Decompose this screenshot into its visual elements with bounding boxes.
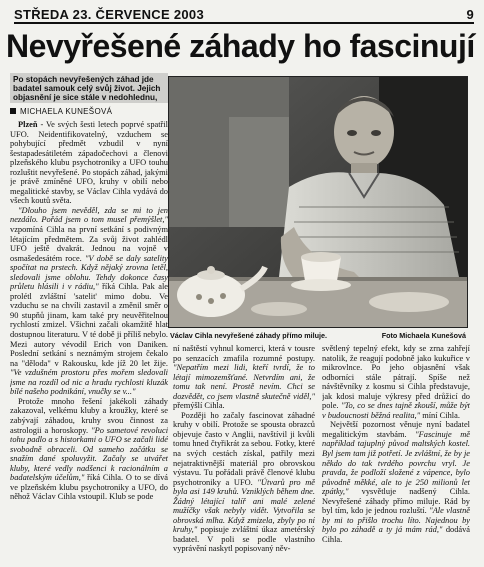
photo-man-with-teacup [169, 77, 468, 328]
paragraph: Největší pozornost věnuje nyní badatel megalitickým stavbám. "Fascinuje mě například tajuplný původ maltských kostel. Byl jsem tam již potřetí. Je zvláštní, že by je někdo do tak tvrdého povrchu vryl. Je pravda, že podloží složené z vápence, bylo původně měkké, ale to je 250 milionů let zpátky," vysvětluje nadšený Cihla. Nevyřešené záhady přímo miluje. Rád by byl tím, kdo je jednou rozluští. "Ale vlastně by mi to přišlo trochu líto. Najednou by bylo po záhadě a ty já mám rád," dodává Cihla. [322, 420, 470, 544]
photo-caption: Václav Cihla nevyřešené záhady přímo miluje. [170, 331, 327, 340]
photo-caption-row [170, 331, 466, 340]
article-headline: Nevyřešené záhady ho fascinují [6, 28, 475, 64]
paragraph: ní naštěstí vyhnul komerci, která v tousre po senzacích zmafila rozumné postupy. "Nepatřím mezi lidi, kteří tvrdí, že to létají mimozemšťané. Netvrdím ani, že tomu tak není. Prostě nevím. Chci se dozvědět, co jsem vlastně skutečně viděl," přemýšlí Cihla. [173, 344, 315, 411]
paragraph: světlený tepelný efekt, kdy se zrna zahřejí natolik, že reagují podobně jako kukuřice v mikrovlnce. Po jeho objasnění však odborníci stále pátrají. Spíše než návštěvníky z kosmu si Cihla představuje, jak kdosi maluje výkresy před drůžicí do pole. "To, co se dnes tajně zkouší, může být v budoucnosti běžná realita," míní Cihla. [322, 344, 470, 420]
byline-square-icon [10, 108, 16, 114]
dateline: Plzeň [18, 120, 38, 129]
paragraph: "Dlouho jsem nevěděl, zda se mi to jen nezdálo. Pořád jsem o tom musel přemýšlet," vzpomíná Cihla na první setkání s podivným létajícím předmětem. Za svůj život zahlédl UFO ještě dvakrát. Jednou na vojně v osmašedesátém roce. "V době se daly satelity spočítat na prstech. Když nějaký zrovna letěl, sledovali jsme oblohu. Tehdy dokonce časy průletu hlásili i v rádiu," říká Cihla. Pak ale prolétl zvláštní 'satelit' mimo dobu. Ve vzduchu se na chvíli zastavil a změnil směr o 90 stupňů jinam, kam také pry neuvěřitelnou rychlostí zmizel. Všichni začali okamžitě hlat dostupnou literaturu. V té době ji příliš nebylo. Mezi autory vévodil Erich von Daniken. Poslední setkání s neznámým strojem čekalo na "děloda" v Rakousku, kde jíž 20 let žije. "Ve vzdušném prostoru přes mořem sledovali jsme na rozdíl od nic a hradu rychlosti kluzák bílé našeho podnikání, vnučky se v..." [10, 205, 168, 397]
paragraph: Protože mnoho řešení jakékoli záhady zakazoval, velkému kluby a kroužky, které se zabývají záhadou, kruhy svou činnost za astrologii a horoskopy. "Po sametové revoluci tohu padlo a s historkami o UFO se začali lidé svobodně obraceli. Od sameho začátku se snažím dané spoluvyžit. Začaly se utvářet kluby, které vedly nadšenci k racionálním a badatelským účelům," říká Cihla. O to se dívá ve plzeňském klubu psychotroniky a UFO, do něhož Václav Cihla vstoupil. Klub se pode [10, 396, 168, 502]
issue-date: STŘEDA 23. ČERVENCE 2003 [14, 7, 204, 22]
byline [10, 107, 168, 117]
article-column-3 [322, 344, 470, 563]
article-column-1 [10, 120, 168, 563]
article-lead: Po stopách nevyřešených záhad jde badatel samouk celý svůj život. Jejich objasnění je sice stále v nedohlednu, [10, 73, 168, 103]
article-photo [168, 76, 468, 328]
author-name: MICHAELA KUNEŠOVÁ [20, 107, 113, 116]
page-header [14, 4, 474, 24]
article-column-2 [173, 344, 315, 563]
page-number: 9 [466, 7, 474, 22]
paragraph: Později ho začaly fascinovat záhadné kruhy v obilí. Protože se spousta obrazců objevuje často v Anglii, navštívil ji kvůli tomu hned čtyřikrát za sebou. Fotky, které na svých cestách získal, patřily mezi nejatraktivnější materiál pro obrovskou výstavu. Tu pořádali právě členové klubu psychotroniky a UFO. "Útvarů pro mě byla asi 149 kruhů. Vzniklých během dne. Žádný létající talíř ani malé zelené mužíčky však nebyly vidět. Vytvořila se obrovská mlha. Když zmizela, zbyly po ní kruhy," popisuje zvláštní úkaz ametérský badatel. V poli se podle vlastního vyprávění naskytl popisovaný něv- [173, 410, 315, 554]
photo-credit: Foto Michaela Kunešová [381, 331, 466, 340]
paragraph: Plzeň - Ve svých šesti letech poprvé spatřil UFO. Neidentifikovatelný, vzduchem se pohybující předmět vzbudil v nyní šestapadesátiletém západočechovi a členovi plzeňského klubu psychotroniky a UFO touhu rozluštit nevyřešené. Po stopách záhad, jakými je právě zmíněné UFO, kruhy v obilí nebo megalitické stavby, se Václav Cihla vydává do všech koutů světa. [10, 120, 168, 206]
